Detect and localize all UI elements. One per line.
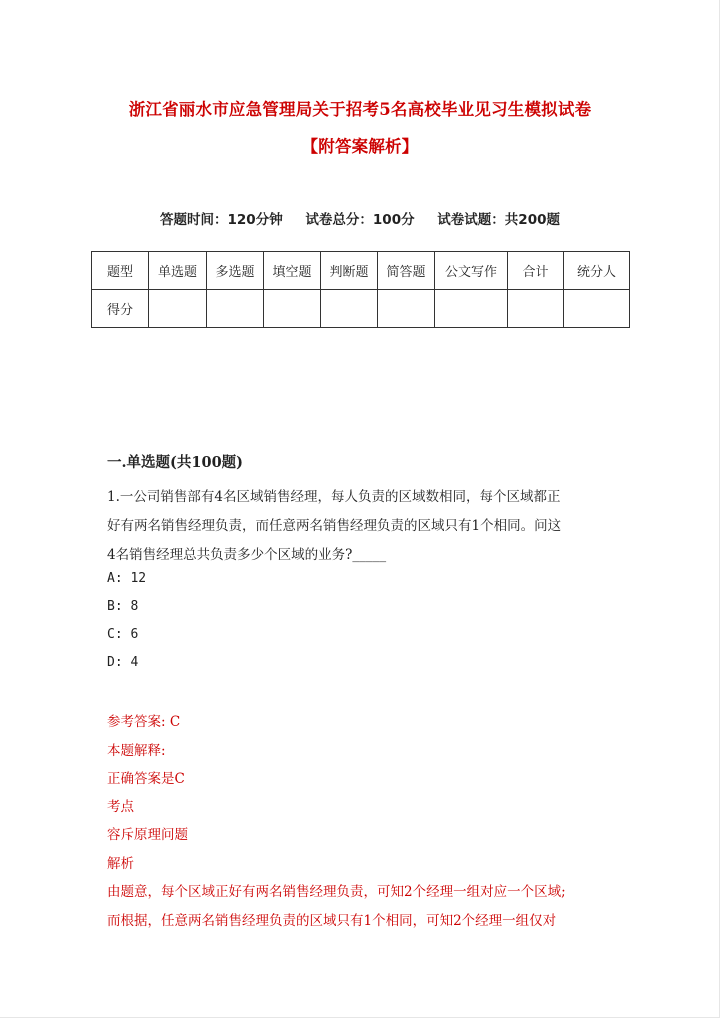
score-cell: [435, 290, 508, 328]
analysis-line: 由题意，每个区域正好有两名销售经理负责，可知2个经理一组对应一个区域;: [107, 884, 566, 900]
option-a: A: 12: [107, 571, 147, 586]
explanation-label: 本题解释:: [107, 743, 166, 759]
option-d: D: 4: [107, 655, 139, 670]
score-table-header: 多选题: [207, 252, 264, 290]
exam-time: 答题时间：120分钟: [160, 212, 283, 228]
document-title: 浙江省丽水市应急管理局关于招考5名高校毕业见习生模拟试卷: [128, 100, 592, 119]
option-c: C: 6: [107, 627, 139, 642]
score-cell: [264, 290, 321, 328]
question-stem-line: 1.一公司销售部有4名区域销售经理，每人负责的区域数相同，每个区域都正: [107, 489, 561, 505]
document-subtitle: 【附答案解析】: [301, 137, 419, 156]
exam-total-score: 试卷总分：100分: [305, 212, 415, 228]
option-b: B: 8: [107, 599, 139, 614]
knowledge-point: 容斥原理问题: [107, 827, 188, 843]
question-stem-line: 4名销售经理总共负责多少个区域的业务?_____: [107, 547, 387, 563]
question-stem-line: 好有两名销售经理负责，而任意两名销售经理负责的区域只有1个相同。问这: [107, 518, 562, 534]
score-cell: [207, 290, 264, 328]
score-table: [91, 251, 630, 328]
score-table-header: 公文写作: [435, 252, 508, 290]
correct-answer: 正确答案是C: [107, 771, 185, 787]
score-cell: [564, 290, 630, 328]
section-heading: 一.单选题(共100题): [107, 454, 244, 471]
score-cell: [149, 290, 207, 328]
score-cell: [378, 290, 435, 328]
score-table-header: 单选题: [149, 252, 207, 290]
analysis-line: 而根据，任意两名销售经理负责的区域只有1个相同，可知2个经理一组仅对: [107, 913, 557, 929]
reference-answer: 参考答案: C: [107, 714, 181, 730]
score-table-score-row: [92, 290, 630, 328]
score-cell: [321, 290, 378, 328]
score-cell: [508, 290, 564, 328]
score-table-header-row: [92, 252, 630, 290]
score-table-row-label: 得分: [92, 290, 149, 328]
score-table-header: 填空题: [264, 252, 321, 290]
score-table-header: 题型: [92, 252, 149, 290]
knowledge-point-label: 考点: [107, 799, 134, 815]
score-table-header: 判断题: [321, 252, 378, 290]
score-table-header: 统分人: [564, 252, 630, 290]
analysis-label: 解析: [107, 856, 134, 872]
exam-total-questions: 试卷试题：共200题: [437, 212, 560, 228]
score-table-header: 简答题: [378, 252, 435, 290]
exam-info: [0, 208, 720, 228]
score-table-header: 合计: [508, 252, 564, 290]
